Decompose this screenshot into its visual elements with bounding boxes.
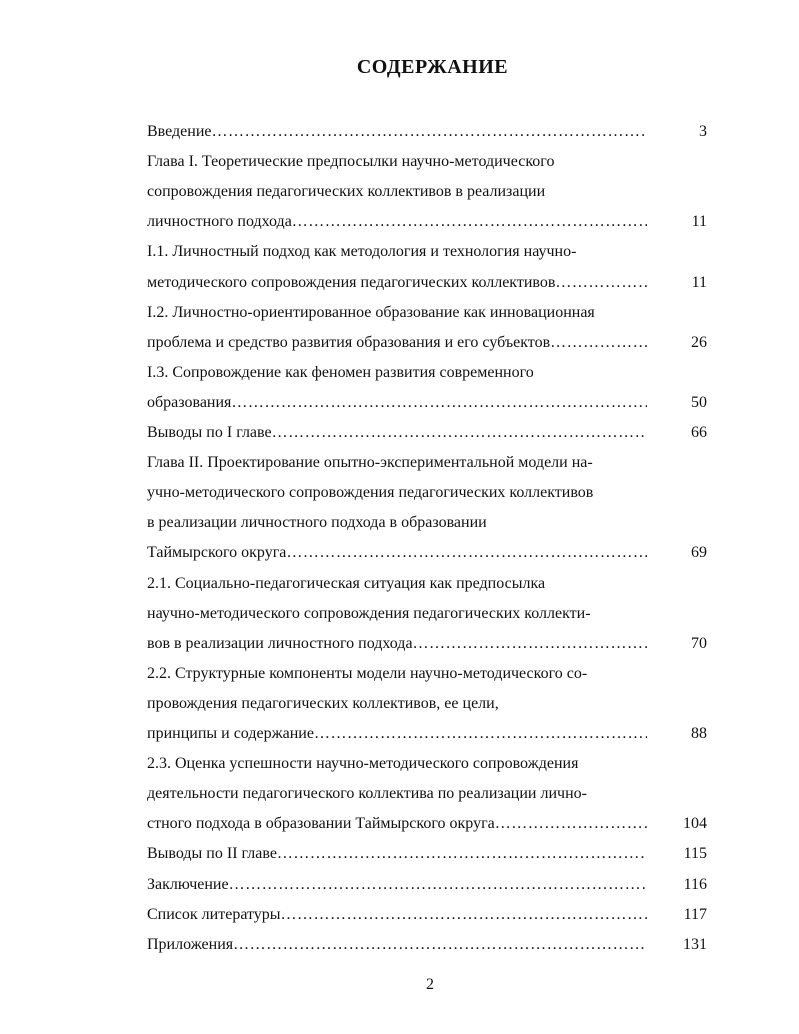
toc-entry-line [147, 662, 707, 686]
toc-entry-text: Выводы по II главе ……………………………………………………………………………………………………………………………… [147, 842, 647, 866]
toc-page-number: 88 [691, 725, 707, 742]
toc-entry-line [147, 421, 707, 445]
toc-entry-text: I.2. Личностно-ориентированное образование как инновационная [147, 304, 595, 321]
toc-entry-text: Глава II. Проектирование опытно-экспериментальной модели на- [147, 454, 593, 471]
toc-entry-line [147, 722, 707, 746]
toc-entry-line [147, 301, 707, 325]
toc-entry-text: вов в реализации личностного подхода ……………………………………………………………………………………………………………………………… [147, 632, 647, 656]
toc-page-number: 26 [691, 334, 707, 351]
toc-page-number: 69 [691, 544, 707, 561]
toc-entry-text: образования ……………………………………………………………………………………………………………………………… [147, 391, 647, 415]
toc-entry-line [147, 812, 707, 836]
toc-entry-line [147, 873, 707, 897]
toc-entry-text: проблема и средство развития образования и его субъектов ……………………………………………………………………………………………………………………………… [147, 331, 647, 355]
toc-entry-line [147, 210, 707, 234]
toc-page-number: 66 [691, 424, 707, 441]
toc-entry-line [147, 602, 707, 626]
toc-entry-text: I.1. Личностный подход как методология и технология научно- [147, 243, 577, 260]
toc-entry-text: Выводы по I главе ……………………………………………………………………………………………………………………………… [147, 421, 647, 445]
toc-entry-line [147, 180, 707, 204]
page-number: 2 [426, 976, 434, 993]
toc-entry-text: сопровождения педагогических коллективов в реализации [147, 183, 546, 200]
toc-entry-line [147, 451, 707, 475]
toc-page-number: 115 [683, 845, 707, 862]
toc-entry-line [147, 572, 707, 596]
toc-entry-line [147, 541, 707, 565]
toc-entry-line [147, 361, 707, 385]
toc-page-number: 131 [683, 936, 707, 953]
toc-entry-line [147, 752, 707, 776]
toc-entry-text: в реализации личностного подхода в образовании [147, 514, 487, 531]
toc-entry-line [147, 511, 707, 535]
toc-entry-line [147, 632, 707, 656]
toc-entry-line [147, 271, 707, 295]
page-title: СОДЕРЖАНИЕ [356, 56, 509, 78]
toc-page-number: 70 [691, 635, 707, 652]
toc-page-number: 50 [691, 394, 707, 411]
toc-entry-line [147, 240, 707, 264]
toc-entry-text: Список литературы ……………………………………………………………………………………………………………………………… [147, 903, 647, 927]
toc-entry-text: 2.3. Оценка успешности научно-методического сопровождения [147, 755, 579, 772]
toc-entry-text: Глава I. Теоретические предпосылки научно-методического [147, 153, 555, 170]
toc-entry-line [147, 331, 707, 355]
toc-entry-text: 2.2. Структурные компоненты модели научно-методического со- [147, 665, 588, 682]
toc-entry-text: стного подхода в образовании Таймырского округа ……………………………………………………………………………………………………………………………… [147, 812, 647, 836]
toc-entry-text: Заключение ……………………………………………………………………………………………………………………………… [147, 873, 647, 897]
toc-entry-line [147, 692, 707, 716]
toc-entry-line [147, 120, 707, 144]
toc-entry-line [147, 782, 707, 806]
toc-page-number: 104 [683, 815, 707, 832]
toc-entry-text: I.3. Сопровождение как феномен развития современного [147, 364, 534, 381]
toc-entry-text: личностного подхода ……………………………………………………………………………………………………………………………… [147, 210, 647, 234]
toc-page-number: 117 [683, 906, 707, 923]
toc-entry-text: Приложения ……………………………………………………………………………………………………………………………… [147, 933, 647, 957]
toc-page-number: 11 [691, 274, 707, 291]
toc-page-number: 3 [699, 123, 707, 140]
toc-entry-line [147, 150, 707, 174]
toc-entry-text: научно-методического сопровождения педагогических коллекти- [147, 605, 591, 622]
toc-entry-line [147, 903, 707, 927]
toc-entry-text: провождения педагогических коллективов, ее цели, [147, 695, 499, 712]
toc-page-number: 116 [683, 876, 707, 893]
toc-entry-text: 2.1. Социально-педагогическая ситуация как предпосылка [147, 575, 546, 592]
toc-page-number: 11 [691, 213, 707, 230]
toc-entry-text: Таймырского округа ……………………………………………………………………………………………………………………………… [147, 541, 647, 565]
toc-entry-text: деятельности педагогического коллектива по реализации лично- [147, 785, 587, 802]
toc-entry-text: Введение ……………………………………………………………………………………………………………………………… [147, 120, 647, 144]
toc-entry-text: учно-методического сопровождения педагогических коллективов [147, 484, 594, 501]
toc-entry-line [147, 933, 707, 957]
toc-entry-text: принципы и содержание ……………………………………………………………………………………………………………………………… [147, 722, 647, 746]
toc-entry-text: методического сопровождения педагогических коллективов ……………………………………………………………………………………………………………………………… [147, 271, 647, 295]
toc-entry-line [147, 481, 707, 505]
toc-entry-line [147, 842, 707, 866]
toc-entry-line [147, 391, 707, 415]
